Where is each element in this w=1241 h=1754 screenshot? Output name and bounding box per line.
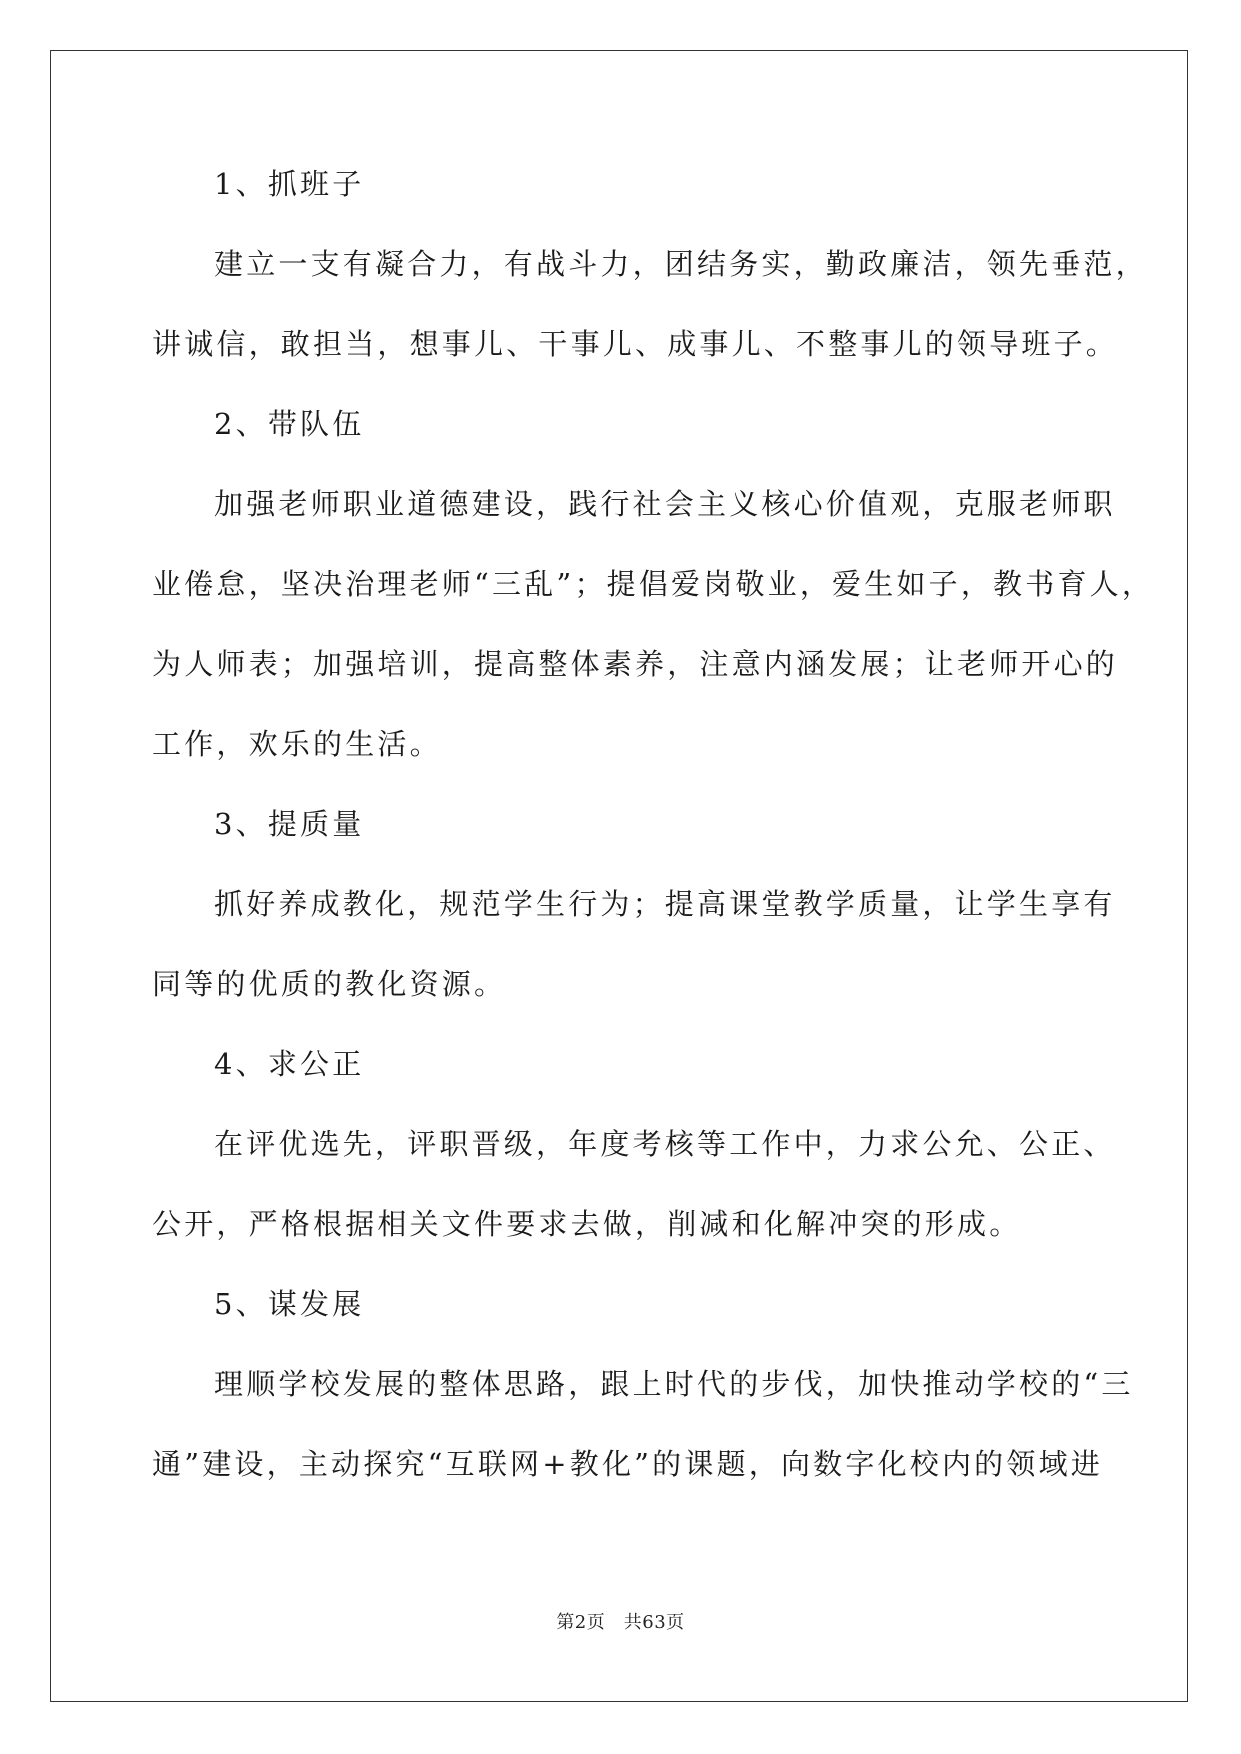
paragraph-line: 抓好养成教化，规范学生行为；提高课堂教学质量，让学生享有 [214, 887, 1116, 921]
paragraph-line: 讲诚信，敢担当，想事儿、干事儿、成事儿、不整事儿的领导班子。 [152, 327, 1119, 361]
paragraph-line: 通”建设，主动探究“互联网+教化”的课题，向数字化校内的领域进 [152, 1447, 1103, 1481]
paragraph-line: 公开，严格根据相关文件要求去做，削减和化解冲突的形成。 [152, 1207, 1022, 1241]
section-heading-2: 2、带队伍 [214, 407, 365, 441]
paragraph-line: 加强老师职业道德建设，践行社会主义核心价值观，克服老师职 [214, 487, 1116, 521]
paragraph-line: 工作，欢乐的生活。 [152, 727, 442, 761]
section-heading-1: 1、抓班子 [214, 167, 365, 201]
paragraph-line: 业倦怠，坚决治理老师“三乱”；提倡爱岗敬业，爱生如子，教书育人， [152, 567, 1155, 601]
section-heading-4: 4、求公正 [214, 1047, 365, 1081]
section-heading-3: 3、提质量 [214, 807, 365, 841]
paragraph-line: 理顺学校发展的整体思路，跟上时代的步伐，加快推动学校的“三 [214, 1367, 1134, 1401]
section-heading-5: 5、谋发展 [214, 1287, 365, 1321]
document-body [152, 160, 1155, 1520]
paragraph-line: 为人师表；加强培训，提高整体素养，注意内涵发展；让老师开心的 [152, 647, 1119, 681]
paragraph-line: 建立一支有凝合力，有战斗力，团结务实，勤政廉洁，领先垂范， [214, 247, 1148, 281]
paragraph-line: 在评优选先，评职晋级，年度考核等工作中，力求公允、公正、 [214, 1127, 1116, 1161]
page-number: 第2页 共63页 [556, 1612, 685, 1633]
paragraph-line: 同等的优质的教化资源。 [152, 967, 507, 1001]
